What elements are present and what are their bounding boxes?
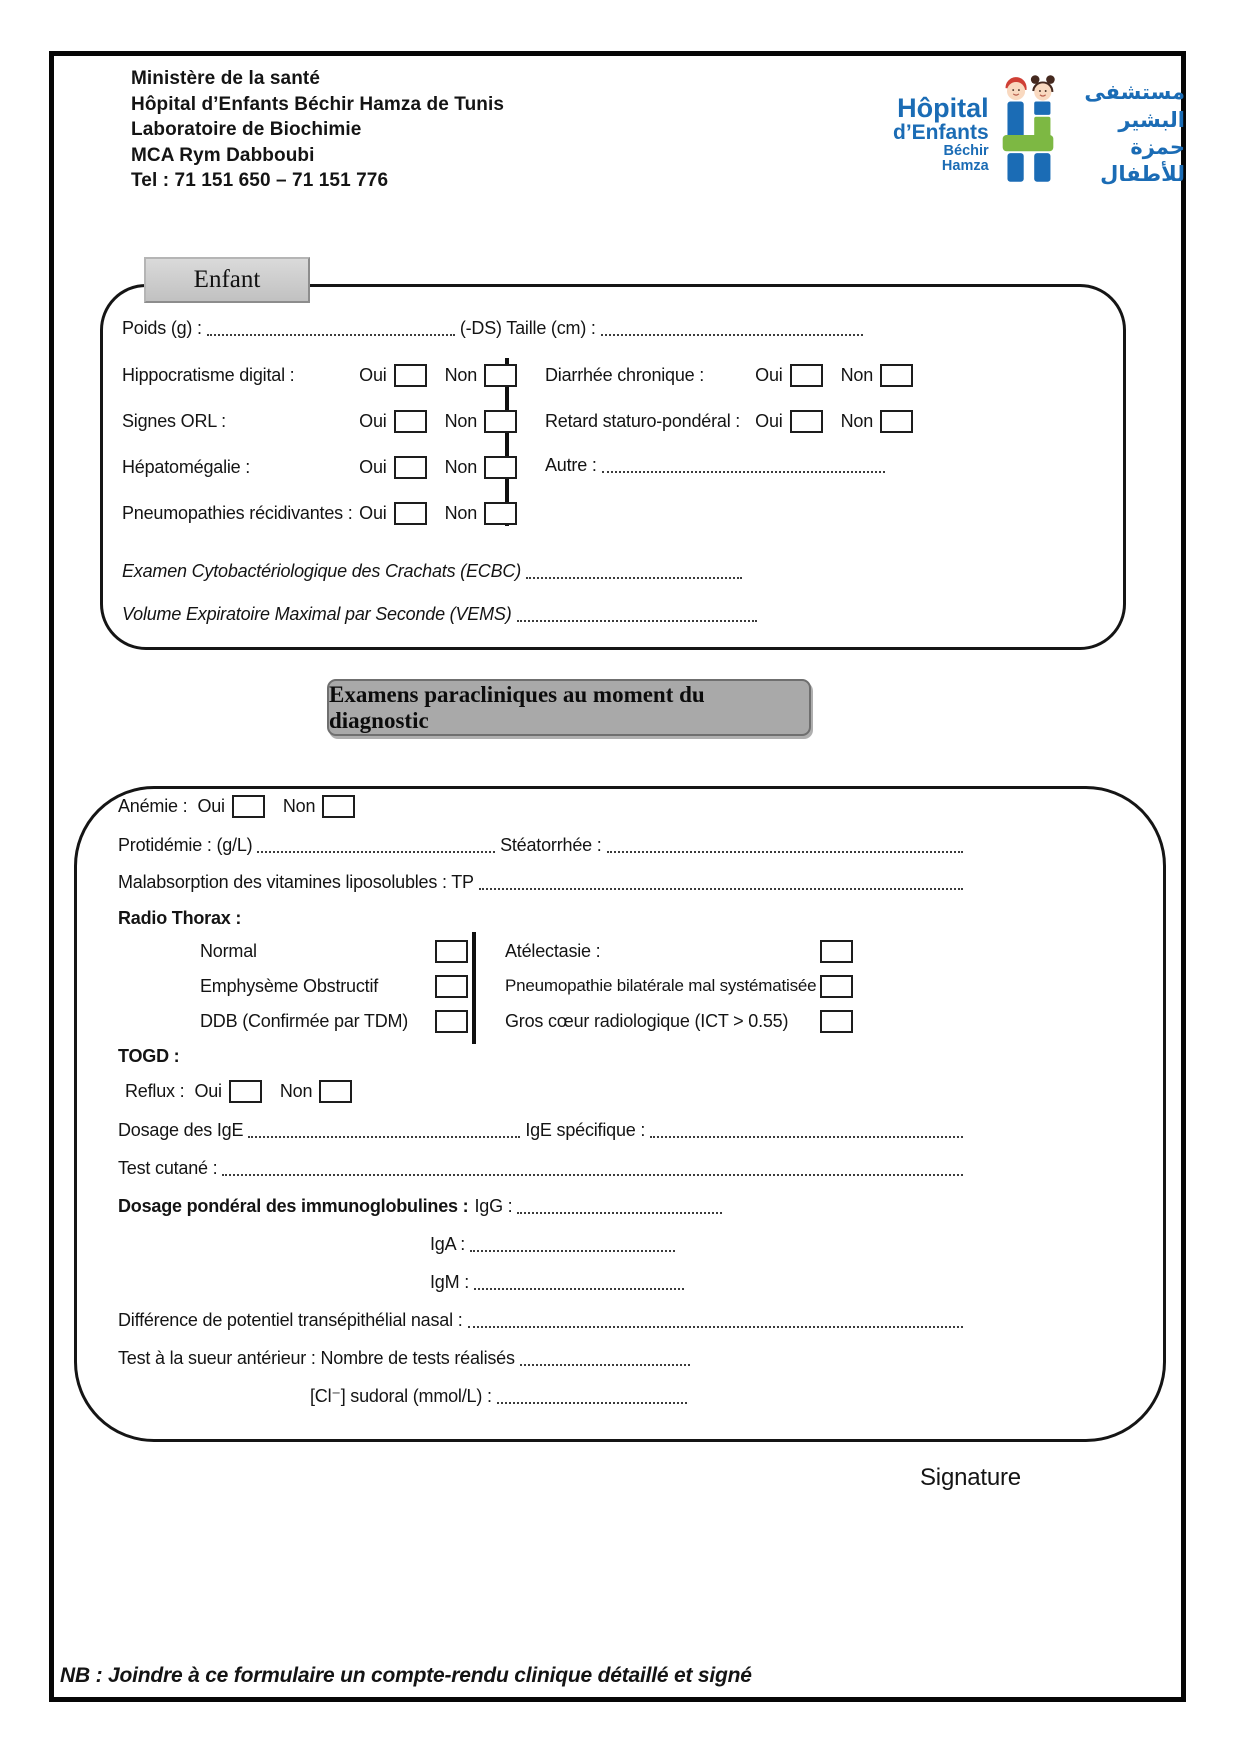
radio-pneumopathie-bilaterale-checkbox[interactable] <box>820 975 853 998</box>
radio-thorax-heading: Radio Thorax : <box>118 907 242 928</box>
field-poids-taille <box>122 315 868 341</box>
oui-non-group <box>359 410 517 433</box>
radio-ddb-checkbox[interactable] <box>435 1010 468 1033</box>
radio-normal-checkbox[interactable] <box>435 940 468 963</box>
field-anemie <box>118 793 355 819</box>
field-radio-normal <box>200 938 468 964</box>
field-vems <box>122 601 762 627</box>
header-block <box>131 66 504 194</box>
radio-gros-coeur-label: Gros cœur radiologique (ICT > 0.55) <box>505 1010 789 1031</box>
oui-label: Oui <box>755 410 783 431</box>
oui-label: Oui <box>755 364 783 385</box>
header-line-hospital: Hôpital d’Enfants Béchir Hamza de Tunis <box>131 93 505 115</box>
oui-non-group <box>755 364 913 387</box>
non-checkbox[interactable] <box>484 456 517 479</box>
oui-non-group <box>359 502 517 525</box>
igm-fill-line <box>474 1275 684 1290</box>
dosage-ponderal-label: Dosage pondéral des immunoglobulines : <box>118 1195 469 1216</box>
radio-ddb-label: DDB (Confirmée par TDM) <box>200 1010 409 1031</box>
oui-label: Oui <box>197 795 225 816</box>
togd-heading: TOGD : <box>118 1045 180 1066</box>
vems-label: Volume Expiratoire Maximal par Seconde (VEMS) <box>122 603 512 624</box>
taille-label: (-DS) Taille (cm) : <box>459 317 596 338</box>
field-dosage-ponderal <box>118 1193 727 1219</box>
field-pneumopathies <box>122 500 517 526</box>
field-cl-sudoral <box>310 1383 692 1409</box>
pneumopathies-label: Pneumopathies récidivantes : <box>122 502 353 523</box>
header-line-doctor: MCA Rym Dabboubi <box>131 144 315 166</box>
non-checkbox[interactable] <box>484 410 517 433</box>
non-label: Non <box>840 410 873 431</box>
field-signes-orl <box>122 408 517 434</box>
field-radio-atelectasie <box>505 938 853 964</box>
steatorrhee-fill-line <box>607 838 963 853</box>
poids-fill-line <box>207 321 455 336</box>
oui-checkbox[interactable] <box>394 502 427 525</box>
field-hepatomegalie <box>122 454 517 480</box>
non-checkbox[interactable] <box>484 502 517 525</box>
igg-fill-line <box>517 1199 722 1214</box>
steatorrhee-label: Stéatorrhée : <box>500 834 602 855</box>
anemie-label: Anémie : <box>118 795 188 816</box>
iga-fill-line <box>470 1237 675 1252</box>
test-cutane-label: Test cutané : <box>118 1157 218 1178</box>
oui-checkbox[interactable] <box>394 364 427 387</box>
ige-specifique-label: IgE spécifique : <box>525 1119 646 1140</box>
radio-emphyseme-checkbox[interactable] <box>435 975 468 998</box>
oui-non-group <box>359 364 517 387</box>
field-hippocratisme <box>122 362 517 388</box>
oui-checkbox[interactable] <box>232 795 265 818</box>
poids-label: Poids (g) : <box>122 317 202 338</box>
difference-potentiel-fill-line <box>468 1313 964 1328</box>
logo-symbol-icon <box>996 68 1059 200</box>
protidemie-label: Protidémie : (g/L) <box>118 834 253 855</box>
field-malabsorption <box>118 869 968 895</box>
hepatomegalie-label: Hépatomégalie : <box>122 456 251 477</box>
oui-checkbox[interactable] <box>394 410 427 433</box>
radio-emphyseme-label: Emphysème Obstructif <box>200 975 379 996</box>
radio-column-divider <box>472 932 476 1044</box>
non-label: Non <box>279 1080 313 1101</box>
test-sueur-label: Test à la sueur antérieur : Nombre de tests réalisés <box>118 1347 515 1368</box>
oui-non-group <box>755 410 913 433</box>
field-test-cutane <box>118 1155 968 1181</box>
hospital-logo <box>893 58 1185 210</box>
non-label: Non <box>282 795 316 816</box>
non-label: Non <box>444 456 477 477</box>
field-difference-potentiel <box>118 1307 968 1333</box>
hippocratisme-label: Hippocratisme digital : <box>122 364 295 385</box>
autre-fill-line <box>602 458 885 473</box>
non-label: Non <box>444 410 477 431</box>
field-reflux <box>125 1078 352 1104</box>
reflux-label: Reflux : <box>125 1080 185 1101</box>
oui-label: Oui <box>194 1080 222 1101</box>
footer-note: NB : Joindre à ce formulaire un compte-rendu clinique détaillé et signé <box>60 1664 752 1687</box>
non-label: Non <box>840 364 873 385</box>
logo-text-ar: مستشفى البشير حمزة للأطفال <box>1084 80 1185 187</box>
diarrhee-label: Diarrhée chronique : <box>545 364 705 385</box>
dosage-ige-fill-line <box>248 1123 520 1138</box>
retard-label: Retard staturo-pondéral : <box>545 410 741 431</box>
radio-atelectasie-checkbox[interactable] <box>820 940 853 963</box>
header-line-phone: Tel : 71 151 650 – 71 151 776 <box>131 170 389 191</box>
field-iga <box>430 1231 680 1257</box>
vems-fill-line <box>517 607 758 622</box>
oui-non-group <box>359 456 517 479</box>
non-label: Non <box>444 364 477 385</box>
field-radio-ddb <box>200 1008 468 1034</box>
oui-checkbox[interactable] <box>790 364 823 387</box>
iga-label: IgA : <box>430 1233 466 1254</box>
oui-non-group <box>197 795 355 818</box>
cl-sudoral-label: [Cl⁻] sudoral (mmol/L) : <box>310 1385 492 1406</box>
oui-label: Oui <box>359 502 387 523</box>
cl-sudoral-fill-line <box>497 1389 687 1404</box>
dosage-ige-label: Dosage des IgE <box>118 1119 244 1140</box>
signes-orl-label: Signes ORL : <box>122 410 226 431</box>
taille-fill-line <box>601 321 863 336</box>
field-radio-pneumopathie-bilaterale <box>505 973 853 999</box>
field-igm <box>430 1269 689 1295</box>
field-retard <box>545 408 913 434</box>
test-sueur-fill-line <box>520 1351 690 1366</box>
radio-pneumopathie-bilaterale-label: Pneumopathie bilatérale mal systématisée <box>505 976 817 995</box>
field-protidemie-steatorrhee <box>118 832 968 858</box>
oui-checkbox[interactable] <box>790 410 823 433</box>
logo-text-fr: Hôpital d’Enfants Béchir Hamza <box>893 92 989 174</box>
non-checkbox[interactable] <box>880 364 913 387</box>
oui-non-group <box>194 1080 352 1103</box>
field-dosage-ige <box>118 1117 968 1143</box>
non-checkbox[interactable] <box>880 410 913 433</box>
non-checkbox[interactable] <box>484 364 517 387</box>
autre-label: Autre : <box>545 454 597 475</box>
header-line-lab: Laboratoire de Biochimie <box>131 119 362 140</box>
section-paraclinique-title: Examens paracliniques au moment du diagnostic <box>327 679 811 736</box>
difference-potentiel-label: Différence de potentiel transépithélial nasal : <box>118 1309 463 1330</box>
header-line-ministry: Ministère de la santé <box>131 68 321 89</box>
field-test-sueur <box>118 1345 695 1371</box>
oui-checkbox[interactable] <box>229 1080 262 1103</box>
radio-gros-coeur-checkbox[interactable] <box>820 1010 853 1033</box>
radio-atelectasie-label: Atélectasie : <box>505 940 601 961</box>
oui-label: Oui <box>359 364 387 385</box>
ige-specifique-fill-line <box>650 1123 963 1138</box>
ecbc-fill-line <box>526 564 742 579</box>
igg-label: IgG : <box>474 1195 513 1216</box>
oui-checkbox[interactable] <box>394 456 427 479</box>
field-radio-gros-coeur <box>505 1008 853 1034</box>
non-checkbox[interactable] <box>319 1080 352 1103</box>
field-diarrhee <box>545 362 913 388</box>
signature-label: Signature <box>920 1464 1021 1491</box>
field-autre <box>545 452 890 478</box>
malabsorption-fill-line <box>479 875 963 890</box>
radio-normal-label: Normal <box>200 940 257 961</box>
field-radio-emphyseme <box>200 973 468 999</box>
field-ecbc <box>122 558 747 584</box>
oui-label: Oui <box>359 410 387 431</box>
ecbc-label: Examen Cytobactériologique des Crachats (ECBC) <box>122 560 521 581</box>
non-label: Non <box>444 502 477 523</box>
non-checkbox[interactable] <box>322 795 355 818</box>
section-enfant-title: Enfant <box>144 257 310 303</box>
oui-label: Oui <box>359 456 387 477</box>
malabsorption-label: Malabsorption des vitamines liposolubles : TP <box>118 871 474 892</box>
test-cutane-fill-line <box>222 1161 963 1176</box>
igm-label: IgM : <box>430 1271 470 1292</box>
protidemie-fill-line <box>257 838 495 853</box>
